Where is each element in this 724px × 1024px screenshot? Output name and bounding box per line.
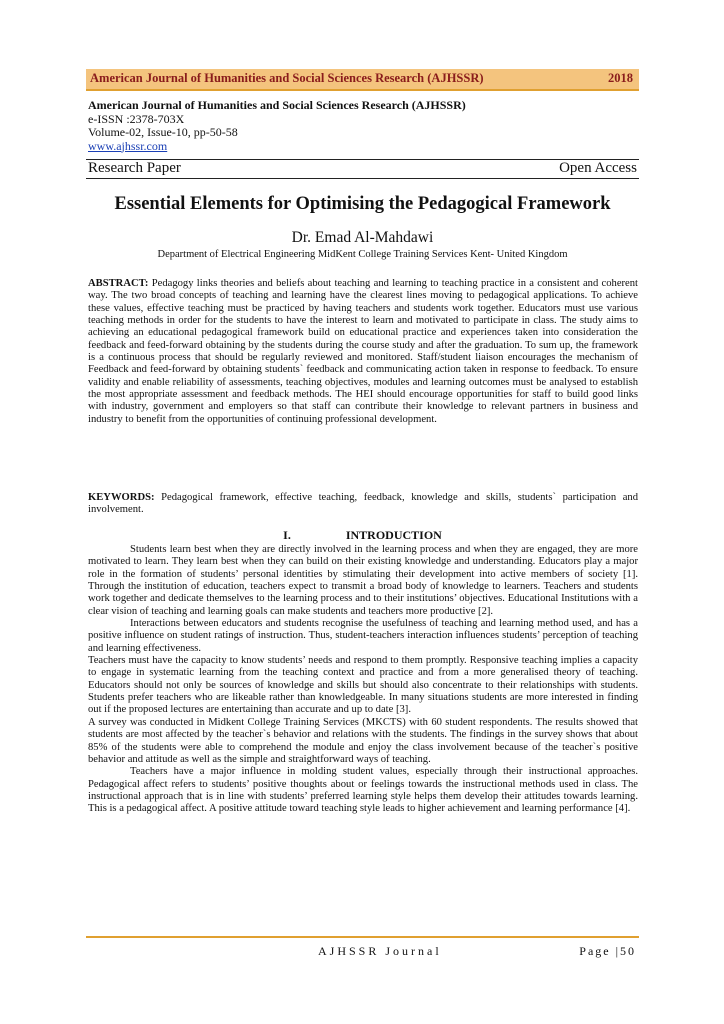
paper-type-bar [86, 159, 639, 179]
intro-paragraph: Teachers have a major influence in molding student values, especially through their instructional approaches. Pedagogical affect refers to students’ positive thoughts about or feelings towards the instructional methods used in class. The instructional approach that is in line with students’ preferred learning style helps them develop their attitudes towards learning. This is a pedagogical affect. A positive attitude toward teaching style leads to higher achievement and learning performance [4]. [88, 766, 638, 815]
paper-author: Dr. Emad Al-Mahdawi [291, 229, 434, 246]
intro-paragraph: Interactions between educators and students recognise the usefulness of teaching and learning method used, and has a positive influence on student ratings of instruction. Thus, student-teachers interaction influences students’ perception of teaching and learning effectiveness. [88, 618, 638, 654]
abstract-text: Pedagogy links theories and beliefs about teaching and learning to teaching practice in a consistent and coherent way. The two broad concepts of teaching and learning have the clearest lines moving to pedagogical applications. To achieve these values, effective teaching must be practiced by having teachers and students work together. Educators must use various teaching methods in order for the students to have the interest to learn and motivated to participate in class. The study aims to achieving an educational pedagogical framework build on educational practice and experiences taken into consideration the feedback and feed-forward obtaining by the students during the course study and after the graduation. To sum up, the framework is a continuous process that should be regularly reviewed and monitored. Staff/student liaison encourages the mechanism of Feedback and feed-forward by obtaining students` feedback and communicating action taken in response to feedback. To ensure validity and enable reliability of assessments, teaching objectives, modules and learning outcomes must be analysed to establish the most appropriate assessment and feedback methods. The HEI should encourage opportunities for staff to build good links with industry, government and employers so that staff can contribute their knowledge to relevant partners in business and industry to benefit from the opportunities of continuing professional development. [88, 278, 638, 425]
paper-title: Essential Elements for Optimising the Pedagogical Framework [114, 194, 611, 214]
paper-type-label: Research Paper [88, 160, 181, 176]
intro-paragraph: Students learn best when they are directly involved in the learning process and when they are engaged, they are more motivated to learn. They learn best when they can build on their existing knowledge and understanding. Educators play a major role in the formation of students’ personal identities by stimulating their development into active members of society [1]. Through the institution of education, teachers expect to transmit a broad body of knowledge to learners. Teachers and students work together and dedicate themselves to the learning process and to their institutions’ objectives. Educational Institutions with a clear vision of teaching and learning goals can make students and teachers more productive [2]. [88, 544, 638, 617]
section-title: INTRODUCTION [345, 528, 442, 542]
abstract-label: ABSTRACT: [88, 278, 149, 289]
meta-volume: Volume-02, Issue-10, pp-50-58 [88, 125, 238, 139]
section-heading [86, 528, 639, 543]
meta-journal: American Journal of Humanities and Social Sciences Research (AJHSSR) [88, 98, 466, 112]
header-year: 2018 [608, 71, 633, 85]
abstract-block [88, 278, 638, 426]
header-journal-title: American Journal of Humanities and Social Sciences Research (AJHSSR) [90, 71, 484, 85]
keywords-text: Pedagogical framework, effective teaching, feedback, knowledge and skills, students` participation and involvement. [88, 492, 638, 516]
journal-meta [88, 99, 466, 153]
keywords-label: KEYWORDS: [88, 492, 155, 503]
journal-header-band [86, 69, 639, 91]
footer-journal: AJHSSR Journal [318, 944, 442, 958]
journal-url-link[interactable]: www.ajhssr.com [88, 138, 168, 153]
meta-issn: e-ISSN :2378-703X [88, 111, 185, 126]
section-number: I. [283, 528, 291, 542]
footer-rule [86, 936, 639, 938]
intro-paragraph: Teachers must have the capacity to know students’ needs and respond to them promptly. Responsive teaching implies a capacity to engage in systematic learning from the teaching context and practice and from a more generalised theory of teaching. Educators should not only be sources of knowledge and skills but should also concentrate to their relationships with students. Students prefer teachers who are likeable rather than knowledgeable. In many situations students are more interested in finding out if the proposed lectures are entertaining than accurate and up to date [3]. [88, 655, 638, 716]
access-label: Open Access [559, 160, 637, 176]
keywords-block [88, 492, 638, 517]
footer-page-number: Page |50 [579, 944, 636, 958]
introduction-body [88, 544, 638, 816]
author-affiliation: Department of Electrical Engineering MidKent College Training Services Kent- United Kingdom [157, 249, 568, 260]
intro-paragraph: A survey was conducted in Midkent College Training Services (MKCTS) with 60 student respondents. The results showed that students are most affected by the teacher`s behavior and relations with the students. The findings in the survey shows that about 85% of the students were able to comprehend the module and enjoy the class involvement because of the teacher`s positive behavior and attitude as well as the simple and straightforward ways of teaching. [88, 716, 638, 765]
